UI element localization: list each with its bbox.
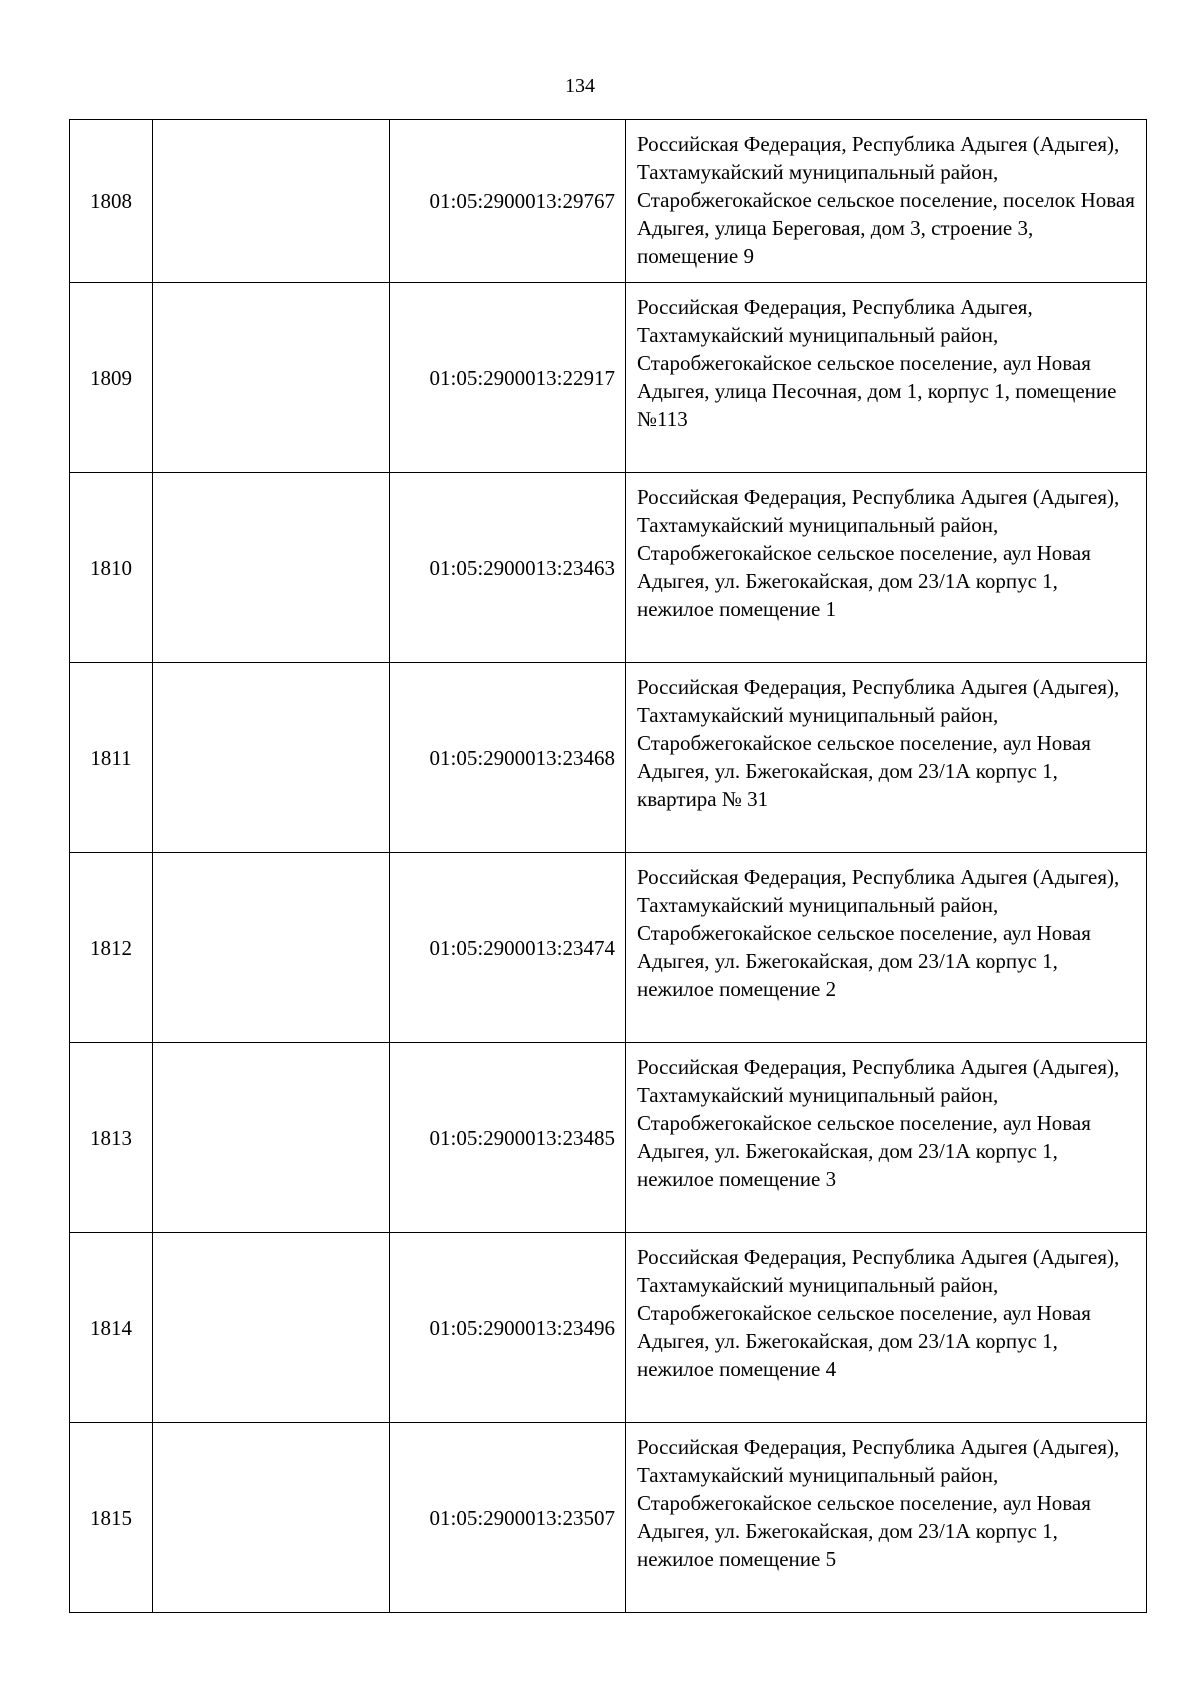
- row-number-cell: 1814: [70, 1233, 153, 1423]
- cadastral-number-cell: 01:05:2900013:23507: [390, 1423, 626, 1613]
- row-number-cell: 1815: [70, 1423, 153, 1613]
- address-cell: Российская Федерация, Республика Адыгея, Тахтамукайский муниципальный район, Старобжегокайское сельское поселение, аул Новая Адыгея, улица Песочная, дом 1, корпус 1, помещение №113: [626, 283, 1147, 473]
- address-cell: Российская Федерация, Республика Адыгея (Адыгея), Тахтамукайский муниципальный район, Старобжегокайское сельское поселение, поселок Новая Адыгея, улица Береговая, дом 3, строение 3, помещение 9: [626, 120, 1147, 283]
- address-cell: Российская Федерация, Республика Адыгея (Адыгея), Тахтамукайский муниципальный район, Старобжегокайское сельское поселение, аул Новая Адыгея, ул. Бжегокайская, дом 23/1А корпус 1, квартира № 31: [626, 663, 1147, 853]
- cadastral-number-cell: 01:05:2900013:23463: [390, 473, 626, 663]
- address-cell: Российская Федерация, Республика Адыгея (Адыгея), Тахтамукайский муниципальный район, Старобжегокайское сельское поселение, аул Новая Адыгея, ул. Бжегокайская, дом 23/1А корпус 1, нежилое помещение 3: [626, 1043, 1147, 1233]
- object-name-cell: [153, 120, 390, 283]
- table-row: [70, 473, 1147, 663]
- cadastral-number-cell: 01:05:2900013:29767: [390, 120, 626, 283]
- address-cell: Российская Федерация, Республика Адыгея (Адыгея), Тахтамукайский муниципальный район, Старобжегокайское сельское поселение, аул Новая Адыгея, ул. Бжегокайская, дом 23/1А корпус 1, нежилое помещение 5: [626, 1423, 1147, 1613]
- object-name-cell: [153, 1043, 390, 1233]
- table-row: [70, 1043, 1147, 1233]
- table-row: [70, 853, 1147, 1043]
- page-number: 134: [565, 75, 595, 97]
- address-cell: Российская Федерация, Республика Адыгея (Адыгея), Тахтамукайский муниципальный район, Старобжегокайское сельское поселение, аул Новая Адыгея, ул. Бжегокайская, дом 23/1А корпус 1, нежилое помещение 1: [626, 473, 1147, 663]
- cadastral-number-cell: 01:05:2900013:23485: [390, 1043, 626, 1233]
- row-number-cell: 1810: [70, 473, 153, 663]
- object-name-cell: [153, 663, 390, 853]
- row-number-cell: 1812: [70, 853, 153, 1043]
- row-number-cell: 1808: [70, 120, 153, 283]
- table-row: [70, 663, 1147, 853]
- table-row: [70, 1423, 1147, 1613]
- table-row: [70, 120, 1147, 283]
- cadastral-number-cell: 01:05:2900013:22917: [390, 283, 626, 473]
- object-name-cell: [153, 473, 390, 663]
- cadastral-number-cell: 01:05:2900013:23474: [390, 853, 626, 1043]
- object-name-cell: [153, 853, 390, 1043]
- cadastral-number-cell: 01:05:2900013:23468: [390, 663, 626, 853]
- address-cell: Российская Федерация, Республика Адыгея (Адыгея), Тахтамукайский муниципальный район, Старобжегокайское сельское поселение, аул Новая Адыгея, ул. Бжегокайская, дом 23/1А корпус 1, нежилое помещение 2: [626, 853, 1147, 1043]
- property-table: [69, 119, 1147, 1613]
- row-number-cell: 1809: [70, 283, 153, 473]
- row-number-cell: 1811: [70, 663, 153, 853]
- object-name-cell: [153, 1233, 390, 1423]
- table-row: [70, 283, 1147, 473]
- object-name-cell: [153, 283, 390, 473]
- row-number-cell: 1813: [70, 1043, 153, 1233]
- address-cell: Российская Федерация, Республика Адыгея (Адыгея), Тахтамукайский муниципальный район, Старобжегокайское сельское поселение, аул Новая Адыгея, ул. Бжегокайская, дом 23/1А корпус 1, нежилое помещение 4: [626, 1233, 1147, 1423]
- object-name-cell: [153, 1423, 390, 1613]
- table-row: [70, 1233, 1147, 1423]
- cadastral-number-cell: 01:05:2900013:23496: [390, 1233, 626, 1423]
